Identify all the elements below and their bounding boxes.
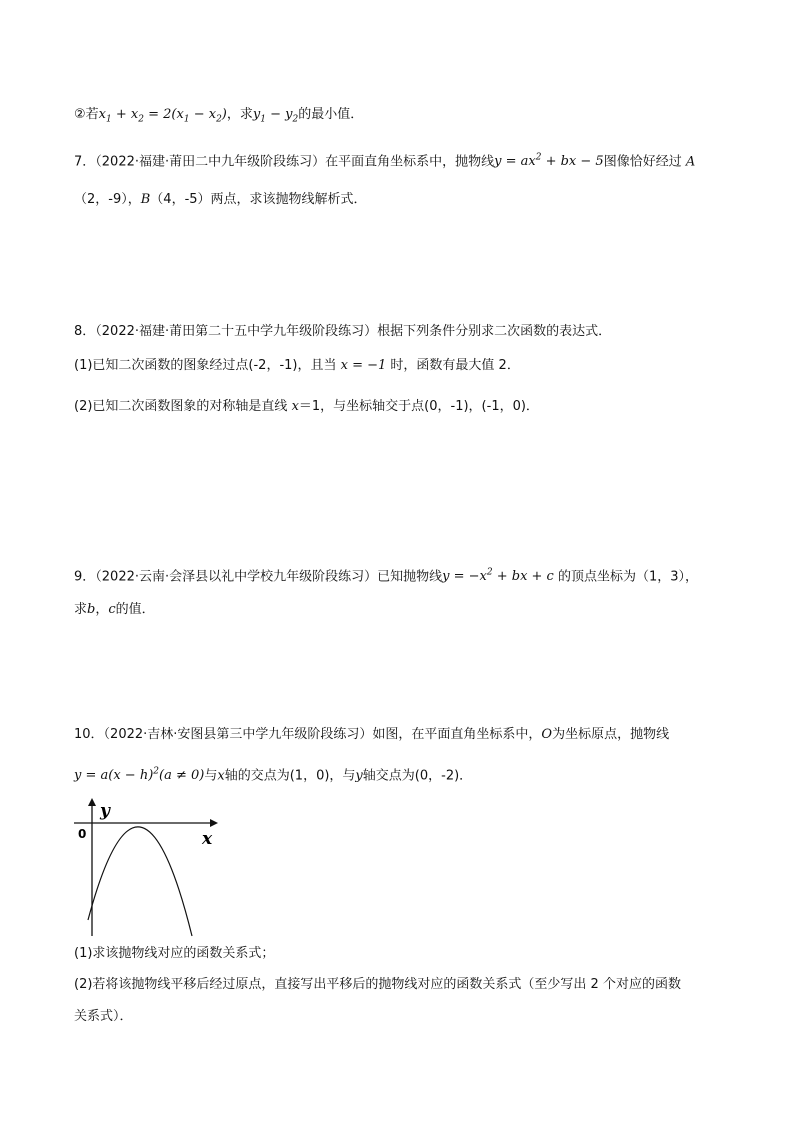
parabola-curve	[88, 827, 192, 936]
q10-part2: (2)若将该抛物线平移后经过原点，直接写出平移后的抛物线对应的函数关系式（至少写出 2 个对应的函数	[74, 977, 681, 992]
q10-equation: $y = a(x - h)^2(a \ne 0)$	[74, 767, 205, 784]
q7-equation: $y = ax^2$ + bx − 5	[494, 153, 604, 170]
q9-equation: $y = -x^2$ + bx + c	[442, 568, 554, 585]
q9-line2: 求b，c的值．	[74, 602, 155, 617]
x-axis-arrow	[210, 819, 218, 827]
x-axis-label: x	[202, 829, 213, 849]
y-axis-arrow	[88, 798, 96, 806]
q10-part2-cont: 关系式）．	[74, 1009, 133, 1024]
q6-expression: $y_1 - y_2$	[252, 107, 299, 125]
q10-part1: (1)求该抛物线对应的函数关系式；	[74, 946, 275, 961]
q6-part2: ②若$x_1 + x_2 = 2(x_1 - x_2)$，求$y_1 - y_2$的最小值．	[74, 107, 364, 125]
q7-line2: （2，-9），B（4，-5）两点，求该抛物线解析式．	[74, 192, 367, 207]
y-axis-label: y	[100, 801, 110, 821]
q8-head: 8．（2022·福建·莆田第二十五中学九年级阶段练习）根据下列条件分别求二次函数的表达式．	[74, 324, 612, 339]
parabola-graph	[74, 796, 224, 938]
q6-condition: $x_1 + x_2 = 2(x_1 - x_2)$	[98, 107, 227, 125]
q10-head: 10．（2022·吉林·安图县第三中学九年级阶段练习）如图，在平面直角坐标系中，O为坐标原点，抛物线	[74, 727, 670, 742]
origin-label: 0	[78, 827, 87, 841]
q10-line2: $y = a(x - h)^2(a \ne 0)$与x轴的交点为(1，0)，与y轴交点为(0，-2)．	[74, 767, 473, 784]
q8-part1: (1)已知二次函数的图象经过点(-2，-1)，且当 x = −1 时，函数有最大值 2．	[74, 358, 520, 373]
q9-line1: 9．（2022·云南·会泽县以礼中学校九年级阶段练习）已知抛物线$y = -x^2$ + bx + c 的顶点坐标为（1，3），	[74, 568, 699, 585]
q7-line1: 7．（2022·福建·莆田二中九年级阶段练习）在平面直角坐标系中，抛物线$y = ax^2$ + bx − 5图像恰好经过 A	[74, 153, 696, 170]
q8-part2: (2)已知二次函数图象的对称轴是直线 x＝1，与坐标轴交于点(0，-1)，(-1，0)．	[74, 399, 539, 414]
